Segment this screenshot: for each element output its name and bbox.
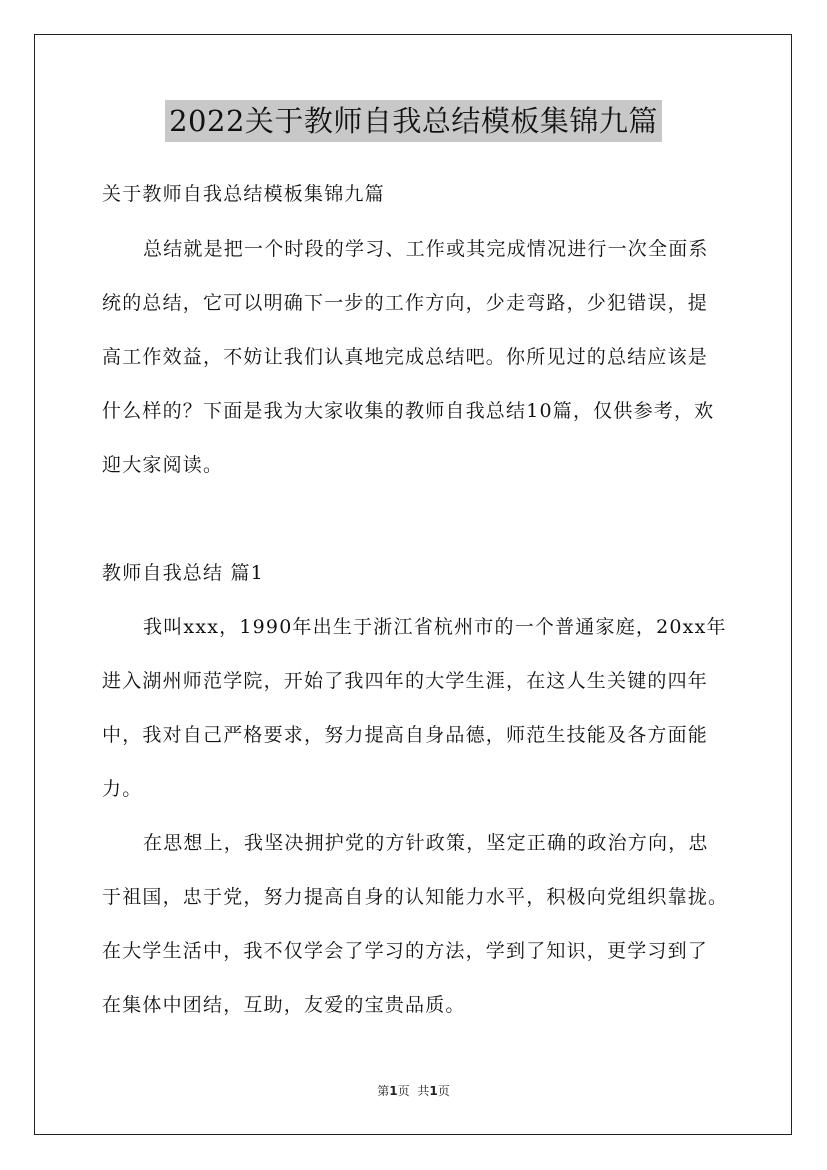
paragraph-line: 在大学生活中，我不仅学会了学习的方法，学到了知识，更学习到了 xyxy=(102,940,709,962)
intro-line: 统的总结，它可以明确下一步的工作方向，少走弯路，少犯错误，提 xyxy=(102,292,709,314)
paragraph-line: 于祖国，忠于党，努力提高自身的认知能力水平，积极向党组织靠拢。 xyxy=(102,886,729,908)
paragraph-line: 在思想上，我坚决拥护党的方针政策，坚定正确的政治方向，忠 xyxy=(143,832,709,854)
title-container xyxy=(0,100,827,142)
intro-line: 迎大家阅读。 xyxy=(102,454,224,476)
paragraph-line: 力。 xyxy=(102,778,143,800)
intro-line: 高工作效益，不妨让我们认真地完成总结吧。你所见过的总结应该是 xyxy=(102,346,709,368)
total-suffix: 页 xyxy=(437,1084,450,1098)
page-prefix: 第 xyxy=(377,1084,390,1098)
page-footer xyxy=(0,1083,827,1099)
total-pages: 1 xyxy=(429,1084,438,1098)
section-heading: 教师自我总结 篇1 xyxy=(102,562,264,584)
paragraph-line: 在集体中团结，互助，友爱的宝贵品质。 xyxy=(102,994,466,1016)
paragraph-line: 进入湖州师范学院，开始了我四年的大学生涯，在这人生关键的四年 xyxy=(102,670,709,692)
paragraph-line: 我叫xxx，1990年出生于浙江省杭州市的一个普通家庭，20xx年 xyxy=(143,616,727,638)
document-subtitle: 关于教师自我总结模板集锦九篇 xyxy=(102,183,385,205)
total-prefix: 共 xyxy=(417,1084,430,1098)
page-number: 1 xyxy=(389,1084,398,1098)
document-title: 2022关于教师自我总结模板集锦九篇 xyxy=(165,100,662,142)
page-suffix: 页 xyxy=(397,1084,410,1098)
intro-line: 总结就是把一个时段的学习、工作或其完成情况进行一次全面系 xyxy=(143,238,709,260)
intro-line: 什么样的？下面是我为大家收集的教师自我总结10篇，仅供参考，欢 xyxy=(102,400,715,422)
paragraph-line: 中，我对自己严格要求，努力提高自身品德，师范生技能及各方面能 xyxy=(102,724,709,746)
